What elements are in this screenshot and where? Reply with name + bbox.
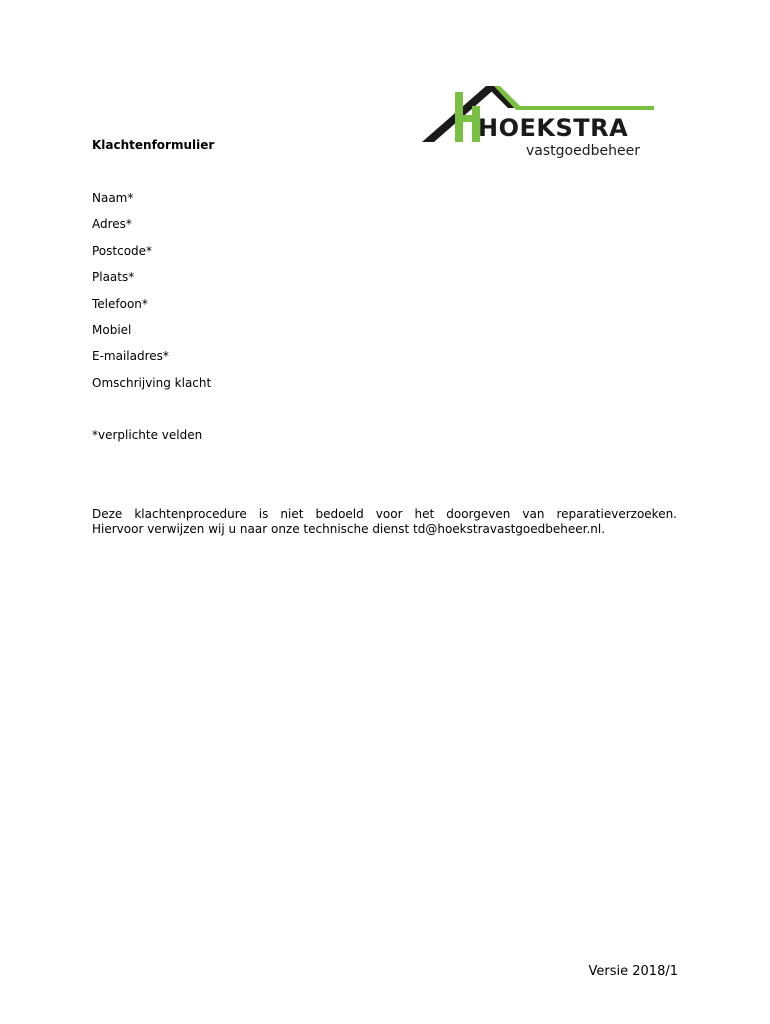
field-label-telefoon: Telefoon* — [92, 296, 148, 311]
company-logo — [420, 84, 660, 164]
field-label-adres: Adres* — [92, 217, 132, 232]
field-label-mobiel: Mobiel — [92, 322, 132, 337]
form-field-list — [92, 191, 211, 402]
logo-brand-name: HOEKSTRA — [478, 114, 629, 142]
disclaimer-paragraph — [92, 507, 677, 537]
required-fields-note: *verplichte velden — [92, 428, 203, 442]
field-label-naam: Naam* — [92, 191, 134, 205]
form-title: Klachtenformulier — [92, 138, 215, 152]
field-label-emailadres: E-mailadres* — [92, 349, 169, 364]
logo-brand-subtitle: vastgoedbeheer — [526, 143, 640, 159]
version-label: Versie 2018/1 — [588, 964, 678, 979]
field-label-postcode: Postcode* — [92, 243, 153, 258]
field-label-omschrijving-klacht: Omschrijving klacht — [92, 375, 212, 390]
house-roof-logo-graphic — [420, 84, 660, 164]
field-label-plaats: Plaats* — [92, 270, 135, 285]
disclaimer-line-2: Hiervoor verwijzen wij u naar onze technische dienst td@hoekstravastgoedbeheer.nl. — [92, 522, 606, 536]
disclaimer-line-1: Deze klachtenprocedure is niet bedoeld voor het doorgeven van reparatieverzoeken. — [92, 507, 677, 521]
